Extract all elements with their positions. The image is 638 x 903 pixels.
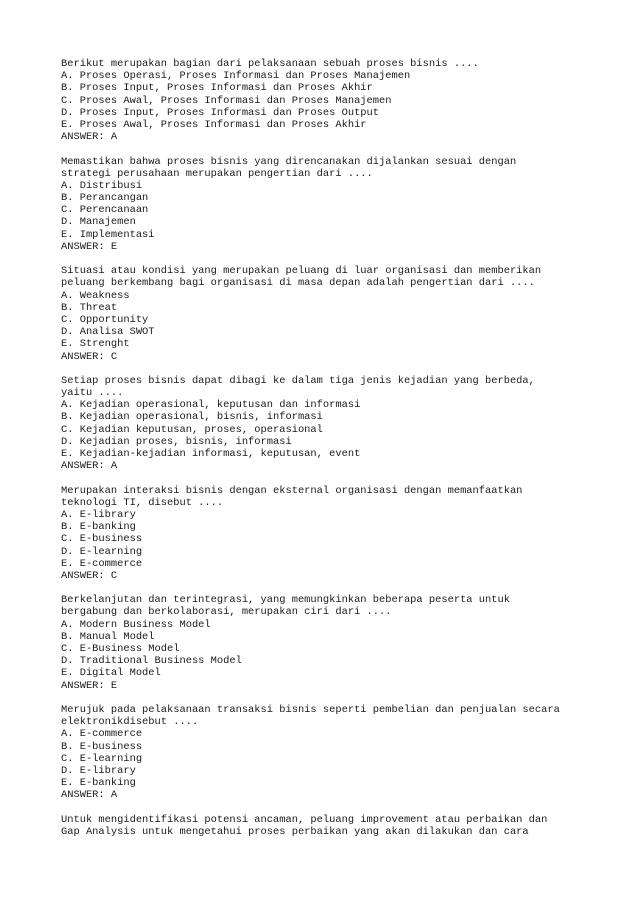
question-block: [61, 485, 621, 583]
answer-option: A. Kejadian operasional, keputusan dan informasi: [61, 399, 361, 412]
answer-option: B. Proses Input, Proses Informasi dan Proses Akhir: [61, 82, 373, 95]
answer-option: E. Digital Model: [61, 667, 161, 680]
question-text: yaitu ....: [61, 387, 124, 400]
answer-option: C. E-business: [61, 533, 143, 546]
answer-key: ANSWER: C: [61, 569, 118, 582]
question-text: Berikut merupakan bagian dari pelaksanaan sebuah proses bisnis ....: [61, 58, 479, 70]
question-text: teknologi TI, disebut ....: [61, 496, 224, 509]
question-block: [61, 58, 621, 143]
answer-option: E. Kejadian-kejadian informasi, keputusan, event: [61, 448, 361, 460]
answer-option: E. Implementasi: [61, 228, 155, 241]
question-text: Untuk mengidentifikasi potensi ancaman, peluang improvement atau perbaikan dan: [61, 813, 548, 826]
answer-option: D. Analisa SWOT: [61, 326, 155, 339]
question-text: strategi perusahaan merupakan pengertian dari ....: [61, 167, 373, 180]
answer-option: E. E-commerce: [61, 557, 143, 570]
answer-option: C. E-learning: [61, 752, 143, 765]
answer-key: ANSWER: E: [61, 679, 118, 692]
answer-option: D. Kejadian proses, bisnis, informasi: [61, 435, 292, 448]
question-block: [61, 265, 621, 363]
answer-option: B. E-business: [61, 740, 143, 753]
answer-option: A. E-library: [61, 508, 136, 521]
question-text: Merujuk pada pelaksanaan transaksi bisnis seperti pembelian dan penjualan secara: [61, 703, 560, 716]
answer-option: B. E-banking: [61, 521, 136, 534]
answer-option: D. E-library: [61, 764, 136, 777]
answer-option: D. E-learning: [61, 545, 143, 558]
answer-option: E. Strenght: [61, 338, 130, 351]
answer-option: A. Modern Business Model: [61, 618, 211, 631]
question-block: [61, 375, 621, 473]
question-text: Merupakan interaksi bisnis dengan eksternal organisasi dengan memanfaatkan: [61, 484, 523, 497]
answer-option: D. Traditional Business Model: [61, 655, 242, 668]
answer-key: ANSWER: A: [61, 131, 118, 144]
answer-option: C. Opportunity: [61, 313, 149, 326]
answer-option: B. Threat: [61, 301, 118, 314]
answer-option: C. E-Business Model: [61, 643, 180, 655]
answer-option: D. Manajemen: [61, 216, 136, 229]
answer-option: E. Proses Awal, Proses Informasi dan Proses Akhir: [61, 118, 367, 131]
answer-option: A. E-commerce: [61, 728, 143, 741]
question-text: Memastikan bahwa proses bisnis yang direncanakan dijalankan sesuai dengan: [61, 155, 517, 168]
question-text: Situasi atau kondisi yang merupakan peluang di luar organisasi dan memberikan: [61, 265, 542, 278]
question-text: Gap Analysis untuk mengetahui proses perbaikan yang akan dilakukan dan cara: [61, 825, 529, 838]
question-block: [61, 704, 621, 802]
answer-option: C. Perencanaan: [61, 204, 149, 217]
answer-key: ANSWER: E: [61, 240, 118, 253]
answer-key: ANSWER: A: [61, 460, 118, 473]
answer-option: D. Proses Input, Proses Informasi dan Proses Output: [61, 106, 380, 119]
question-block: [61, 156, 621, 254]
question-block: [61, 814, 621, 838]
question-text: peluang berkembang bagi organisasi di masa depan adalah pengertian dari ....: [61, 277, 535, 290]
question-text: Berkelanjutan dan terintegrasi, yang memungkinkan beberapa peserta untuk: [61, 594, 510, 607]
question-text: elektronikdisebut ....: [61, 716, 199, 729]
answer-option: C. Kejadian keputusan, proses, operasional: [61, 423, 323, 436]
answer-option: B. Kejadian operasional, bisnis, informasi: [61, 411, 323, 424]
question-block: [61, 594, 621, 692]
answer-option: C. Proses Awal, Proses Informasi dan Proses Manajemen: [61, 94, 392, 107]
answer-option: A. Distribusi: [61, 179, 143, 192]
answer-option: A. Proses Operasi, Proses Informasi dan Proses Manajemen: [61, 70, 411, 83]
answer-option: B. Perancangan: [61, 192, 149, 205]
answer-option: B. Manual Model: [61, 630, 155, 643]
question-text: Setiap proses bisnis dapat dibagi ke dalam tiga jenis kejadian yang berbeda,: [61, 374, 535, 387]
answer-option: E. E-banking: [61, 777, 136, 790]
question-text: bergabung dan berkolaborasi, merupakan ciri dari ....: [61, 606, 392, 619]
answer-key: ANSWER: C: [61, 350, 118, 363]
answer-key: ANSWER: A: [61, 789, 118, 802]
answer-option: A. Weakness: [61, 289, 130, 302]
document-page: [61, 58, 621, 850]
